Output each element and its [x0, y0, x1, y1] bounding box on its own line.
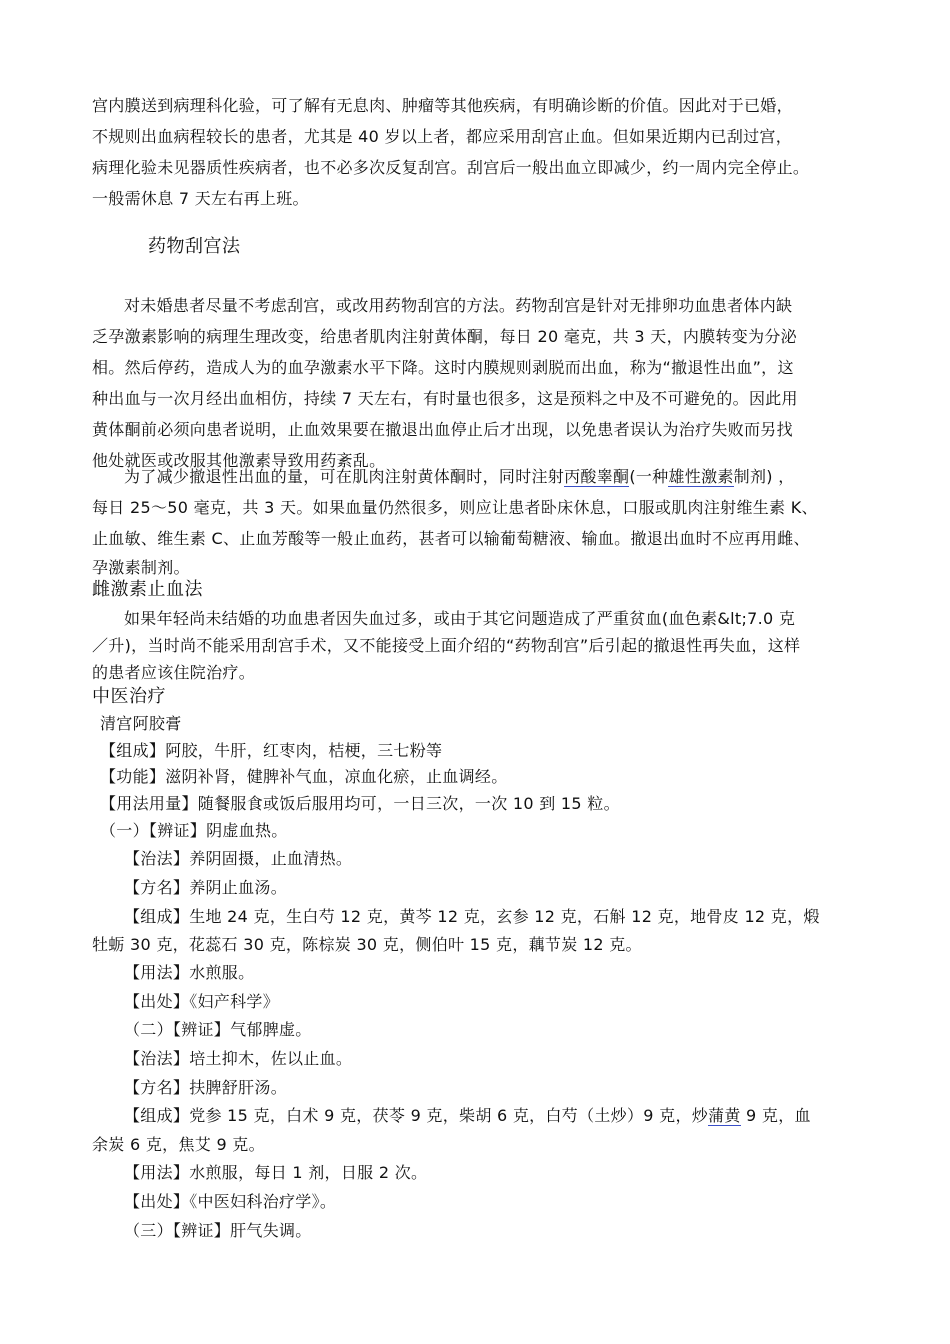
- prescription-composition: [124, 1106, 811, 1126]
- section-heading-estrogen: 雌激素止血法: [92, 579, 203, 600]
- product-name: 清宫阿胶膏: [100, 714, 182, 733]
- source: 【出处】《中医妇科治疗学》。: [124, 1192, 337, 1211]
- drug-link-testosterone-propionate[interactable]: 丙酸睾酮: [564, 467, 630, 486]
- paragraph-line: 乏孕激素影响的病理生理改变，给患者肌肉注射黄体酮，每日 20 毫克，共 3 天，内膜转变为分泌: [92, 327, 797, 346]
- paragraph-line: 种出血与一次月经出血相仿，持续 7 天左右，有时量也很多，这是预料之中及不可避免的。因此用: [92, 389, 798, 408]
- paragraph-line: 黄体酮前必须向患者说明，止血效果要在撤退出血停止后才出现，以免患者误认为治疗失败而另找: [92, 420, 793, 439]
- product-dosage: 【用法用量】随餐服食或饭后服用均可，一日三次，一次 10 到 15 粒。: [100, 794, 620, 813]
- paragraph-line: 孕激素制剂。: [92, 558, 190, 577]
- drug-link-androgen[interactable]: 雄性激素: [668, 467, 734, 486]
- product-function: 【功能】滋阴补肾，健脾补气血，凉血化瘀，止血调经。: [100, 767, 508, 786]
- paragraph-line: 他处就医或改服其他激素导致用药紊乱。: [92, 451, 386, 470]
- section-heading-tcm: 中医治疗: [92, 686, 166, 707]
- paragraph-line: [124, 467, 795, 487]
- prescription-composition: 余炭 6 克，焦艾 9 克。: [92, 1135, 265, 1154]
- paragraph-line: 宫内膜送到病理科化验，可了解有无息肉、肿瘤等其他疾病，有明确诊断的价值。因此对于已婚，: [92, 96, 793, 115]
- prescription-name: 【方名】扶脾舒肝汤。: [124, 1078, 288, 1097]
- treatment-method: 【治法】养阴固摄，止血清热。: [124, 849, 353, 868]
- paragraph-line: 如果年轻尚未结婚的功血患者因失血过多，或由于其它问题造成了严重贫血(血色素&lt;7.0 克: [124, 609, 796, 628]
- source: 【出处】《妇产科学》: [124, 992, 280, 1011]
- syndrome-heading: （二）【辨证】气郁脾虚。: [124, 1020, 312, 1039]
- paragraph-line: 每日 25～50 毫克，共 3 天。如果血量仍然很多，则应让患者卧床休息，口服或肌肉注射维生素 K、: [92, 498, 818, 517]
- syndrome-heading: （一）【辨证】阴虚血热。: [100, 821, 288, 840]
- paragraph-text: 9 克，血: [740, 1106, 811, 1125]
- paragraph-line: 一般需休息 7 天左右再上班。: [92, 189, 309, 208]
- paragraph-line: 不规则出血病程较长的患者，尤其是 40 岁以上者，都应采用刮宫止血。但如果近期内已刮过宫，: [92, 127, 793, 146]
- paragraph-line: 对未婚患者尽量不考虑刮宫，或改用药物刮宫的方法。药物刮宫是针对无排卵功血患者体内缺: [124, 296, 793, 315]
- syndrome-heading: （三）【辨证】肝气失调。: [124, 1221, 312, 1240]
- paragraph-line: 止血敏、维生素 C、止血芳酸等一般止血药，甚者可以输葡萄糖液、输血。撤退出血时不应再用雌、: [92, 529, 810, 548]
- usage: 【用法】水煎服。: [124, 963, 255, 982]
- paragraph-line: 病理化验未见器质性疾病者，也不必多次反复刮宫。刮宫后一般出血立即减少，约一周内完全停止。: [92, 158, 810, 177]
- paragraph-text: 制剂) ，: [733, 467, 795, 486]
- paragraph-line: 相。然后停药，造成人为的血孕激素水平下降。这时内膜规则剥脱而出血，称为“撤退性出血”，这: [92, 358, 794, 377]
- paragraph-text: 为了减少撤退性出血的量，可在肌肉注射黄体酮时，同时注射: [124, 467, 565, 486]
- prescription-composition: 牡蛎 30 克，花蕊石 30 克，陈棕炭 30 克，侧伯叶 15 克，藕节炭 12 克。: [92, 935, 642, 954]
- usage: 【用法】水煎服，每日 1 剂，日服 2 次。: [124, 1163, 428, 1182]
- prescription-composition: 【组成】生地 24 克，生白芍 12 克，黄芩 12 克，玄参 12 克，石斛 12 克，地骨皮 12 克，煅: [124, 907, 820, 926]
- paragraph-line: 的患者应该住院治疗。: [92, 663, 256, 682]
- treatment-method: 【治法】培土抑木，佐以止血。: [124, 1049, 353, 1068]
- paragraph-text: 【组成】党参 15 克，白术 9 克，茯苓 9 克，柴胡 6 克，白芍（土炒）9 克，炒: [124, 1106, 709, 1125]
- paragraph-text: (一种: [629, 467, 669, 486]
- paragraph-line: ／升)，当时尚不能采用刮宫手术，又不能接受上面介绍的“药物刮宫”后引起的撤退性再失血，这样: [92, 636, 801, 655]
- product-ingredients: 【组成】阿胶，牛肝，红枣肉，桔梗，三七粉等: [100, 741, 443, 760]
- section-heading-drug-curettage: 药物刮宫法: [148, 236, 241, 257]
- prescription-name: 【方名】养阴止血汤。: [124, 878, 288, 897]
- herb-link-puhuang[interactable]: 蒲黄: [708, 1106, 741, 1125]
